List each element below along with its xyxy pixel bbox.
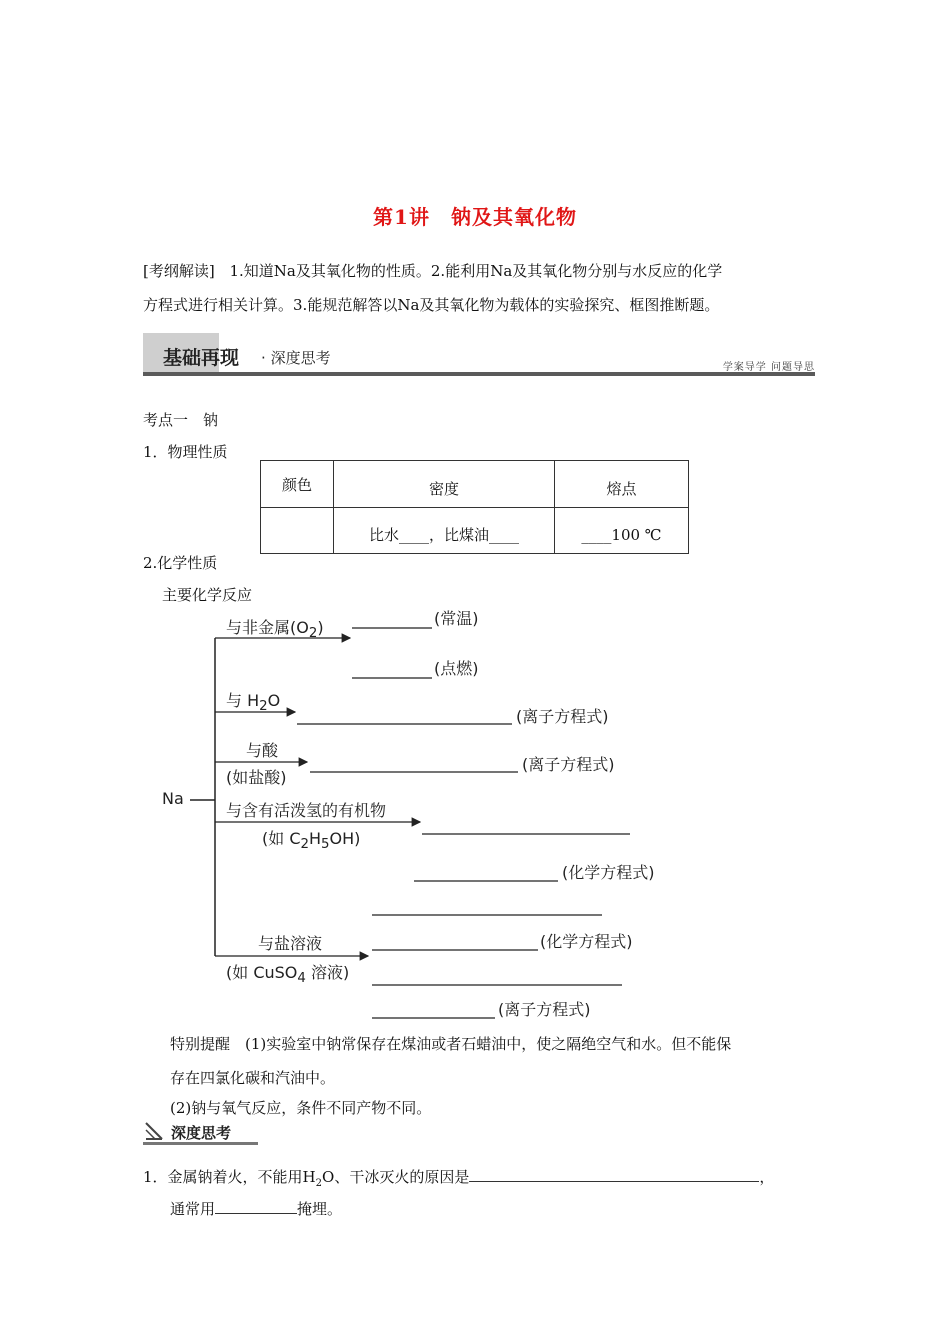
kaodian-title: 考点一 钠: [143, 411, 219, 429]
chem-eq-label-2: (化学方程式): [540, 932, 633, 951]
section-right-caption: 学案导学 问题导思: [722, 362, 815, 373]
section-heading: 基础再现: [163, 347, 240, 369]
reminder-line2: 存在四氯化碳和汽油中。: [170, 1069, 336, 1087]
header-color: 颜色: [261, 461, 334, 508]
organic-ex-text2: H: [309, 829, 322, 848]
cell-color: [261, 508, 334, 554]
header-melting-point: 熔点: [555, 461, 689, 508]
page-title: 第1讲 钠及其氧化物: [373, 205, 577, 229]
question-1-line2: [170, 1192, 342, 1226]
ionic-eq-label-1: (离子方程式): [516, 707, 609, 726]
header-density: 密度: [334, 461, 555, 508]
section-subheading: [261, 347, 331, 368]
diagonal-lines-icon: [145, 1122, 163, 1140]
cell-melting-point: ____100 ℃: [555, 508, 689, 554]
o2-branch-label: [226, 615, 324, 641]
exam-reading-text1: 1.知道Na及其氧化物的性质。2.能利用Na及其氧化物分别与水反应的化学: [229, 262, 723, 280]
na-label: Na: [162, 789, 184, 808]
acid-branch-label: 与酸: [246, 741, 279, 760]
q1-end: ，: [759, 1168, 775, 1186]
q1-text1: 1．金属钠着火，不能用H: [143, 1168, 316, 1186]
salt-ex-text2: 溶液): [305, 963, 350, 982]
exam-reading-line2: 方程式进行相关计算。3.能规范解答以Na及其氧化物为载体的实验探究、框图推断题。: [143, 296, 720, 314]
q1-text2: O、干冰灭火的原因是: [322, 1168, 470, 1186]
table-header-row: [261, 461, 689, 508]
q1-line2-text2: 掩埋。: [297, 1200, 343, 1218]
h2o-text2: O: [267, 691, 281, 710]
organic-subscript2: 5: [321, 837, 330, 853]
chem-eq-label-1: (化学方程式): [562, 863, 655, 882]
q1-answer-blank-1[interactable]: [469, 1161, 759, 1182]
deep-think-rule: [143, 1142, 258, 1145]
main-reactions-label: 主要化学反应: [162, 586, 253, 604]
q1-line2-text1: 通常用: [170, 1200, 216, 1218]
salt-subscript: 4: [297, 971, 306, 987]
acid-example-label: (如盐酸): [226, 768, 287, 787]
o2-close: ): [317, 618, 324, 637]
ionic-eq-label-3: (离子方程式): [498, 1000, 591, 1019]
section-band: [143, 333, 815, 379]
deep-think-title: 深度思考: [171, 1124, 232, 1142]
o2-subscript: 2: [308, 626, 318, 642]
exam-reading-tag: [考纲解读]: [143, 262, 215, 280]
section-sub-text: 深度思考: [270, 349, 331, 367]
salt-example-label: [226, 960, 349, 986]
reminder-line3: (2)钠与氧气反应，条件不同产物不同。: [170, 1099, 432, 1117]
cell-density: 比水____，比煤油____: [334, 508, 555, 554]
ignite-label: (点燃): [434, 659, 479, 678]
section-dot: ·: [261, 349, 266, 367]
h2o-text1: 与 H: [226, 691, 260, 710]
organic-example-label: [262, 826, 360, 852]
table-row: [261, 508, 689, 554]
normal-temp-label: (常温): [434, 609, 479, 628]
o2-label-text: 与非金属(O: [226, 618, 309, 637]
chemical-properties-label: 2.化学性质: [143, 554, 218, 572]
q1-subscript: 2: [315, 1178, 323, 1189]
organic-ex-text3: OH): [329, 829, 361, 848]
ionic-eq-label-2: (离子方程式): [522, 755, 615, 774]
salt-ex-text1: (如 CuSO: [226, 963, 298, 982]
organic-subscript1: 2: [300, 837, 309, 853]
exam-reading-line1: [143, 254, 722, 288]
h2o-subscript: 2: [259, 699, 268, 715]
q1-answer-blank-2[interactable]: [215, 1193, 297, 1214]
deep-think-header: [143, 1120, 258, 1146]
section-band-rule: [143, 372, 815, 376]
organic-ex-text1: (如 C: [262, 829, 301, 848]
salt-branch-label: 与盐溶液: [258, 934, 323, 953]
physical-properties-table: [260, 460, 689, 554]
h2o-branch-label: [226, 688, 280, 714]
physical-properties-label: 1．物理性质: [143, 443, 228, 461]
organic-branch-label: 与含有活泼氢的有机物: [226, 801, 387, 820]
reminder-line1: 特别提醒 (1)实验室中钠常保存在煤油或者石蜡油中，使之隔绝空气和水。但不能保: [170, 1035, 732, 1053]
